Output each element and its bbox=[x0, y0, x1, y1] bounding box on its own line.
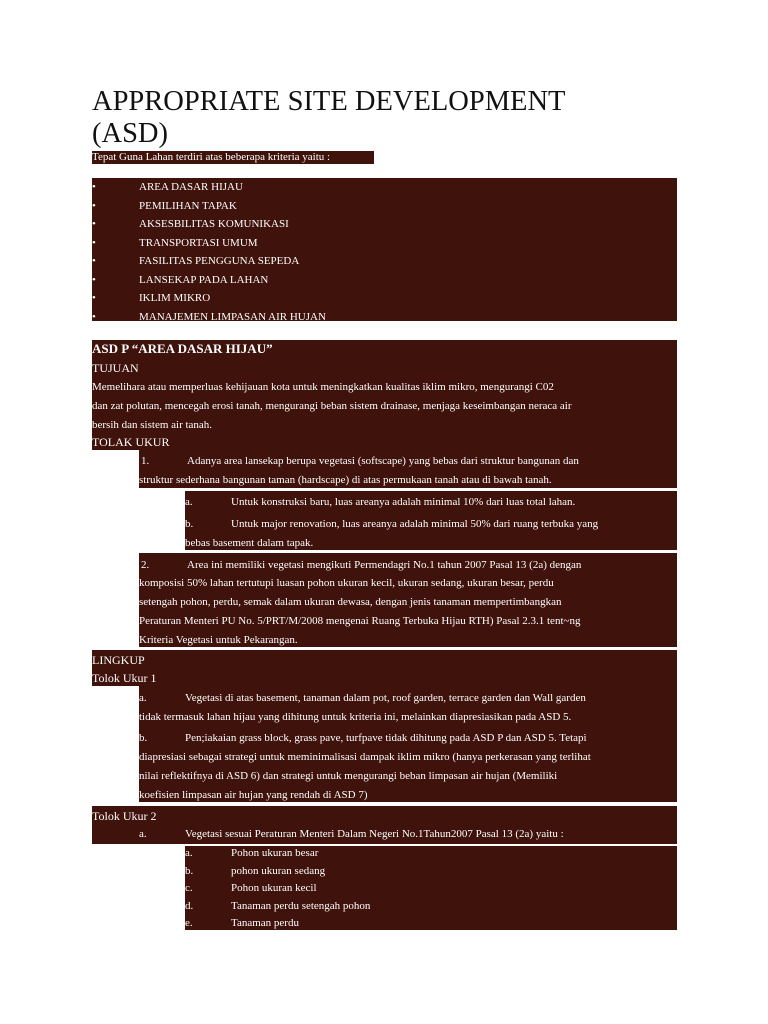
tolok-ukur-1-label: Tolok Ukur 1 bbox=[92, 671, 157, 685]
tujuan-line: bersih dan sistem air tanah. bbox=[92, 419, 213, 431]
criteria-label: AKSESBILITAS KOMUNIKASI bbox=[139, 218, 289, 230]
item-marker: a. bbox=[185, 847, 193, 859]
bullet-icon: • bbox=[92, 310, 96, 323]
item-marker: d. bbox=[185, 899, 194, 912]
list-item bbox=[185, 864, 325, 878]
vegetation-label: Pohon ukuran besar bbox=[231, 847, 319, 859]
list-item bbox=[185, 846, 318, 860]
item-1 bbox=[139, 450, 677, 488]
tolak-ukur-label: TOLAK UKUR bbox=[92, 435, 170, 449]
lingkup-items bbox=[139, 686, 677, 802]
item-marker: 2. bbox=[141, 559, 150, 571]
criteria-label: MANAJEMEN LIMPASAN AIR HUJAN bbox=[139, 310, 326, 323]
vegetation-label: pohon ukuran sedang bbox=[231, 864, 326, 877]
vegetation-label: Pohon ukuran kecil bbox=[231, 882, 317, 894]
tujuan-label: TUJUAN bbox=[92, 361, 139, 375]
lingkup-text: Vegetasi di atas basement, tanaman dalam pot, roof garden, terrace garden dan Wall garden bbox=[185, 692, 586, 704]
title-line-2: (ASD) bbox=[92, 118, 168, 149]
intro-line bbox=[92, 151, 374, 164]
sub-item-b bbox=[185, 517, 598, 531]
criteria-label: FASILITAS PENGGUNA SEPEDA bbox=[139, 255, 300, 267]
title-line-1: APPROPRIATE SITE DEVELOPMENT bbox=[92, 86, 566, 117]
item-1-line: Adanya area lansekap berupa vegetasi (softscape) yang bebas dari struktur bangunan dan bbox=[187, 455, 579, 467]
bullet-icon: • bbox=[92, 199, 96, 212]
lingkup-line: nilai reflektifnya di ASD 6) dan strategi untuk mengurangi beban limpasan air hujan (Memiliki bbox=[139, 770, 558, 782]
lingkup-line: diapresiasi sebagai strategi untuk meminimalisasi dampak iklim mikro (hanya perkerasan yang terlihat bbox=[139, 751, 591, 763]
item-marker: 1. bbox=[141, 455, 150, 467]
item-2-line: Kriteria Vegetasi untuk Pekarangan. bbox=[139, 634, 298, 646]
item-1-line: struktur sederhana bangunan taman (hardscape) di atas permukaan tanah atau di bawah tanah. bbox=[139, 474, 552, 486]
tujuan-line: Memelihara atau memperluas kehijauan kota untuk meningkatkan kualitas iklim mikro, mengurangi C02 bbox=[92, 381, 554, 393]
tolok-ukur-2-text: Vegetasi sesuai Peraturan Menteri Dalam Negeri No.1Tahun2007 Pasal 13 (2a) yaitu : bbox=[185, 828, 564, 840]
list-item bbox=[185, 916, 299, 930]
sub-item-text: Untuk major renovation, luas areanya adalah minimal 50% dari ruang terbuka yang bbox=[231, 518, 599, 530]
item-marker: a. bbox=[139, 692, 147, 704]
vegetation-list bbox=[185, 846, 677, 930]
item-marker: b. bbox=[139, 732, 148, 744]
section-heading: ASD P “AREA DASAR HIJAU” bbox=[92, 341, 273, 356]
bullet-icon: • bbox=[92, 273, 96, 286]
item-2-line: komposisi 50% lahan tertutupi luasan pohon ukuran kecil, ukuran sedang, ukuran besar, perdu bbox=[139, 577, 554, 589]
criteria-label: PEMILIHAN TAPAK bbox=[139, 199, 237, 212]
lingkup-line: tidak termasuk lahan hijau yang dihitung untuk kriteria ini, melainkan diapresiasikan pada ASD 5. bbox=[139, 711, 572, 723]
lingkup-item-b bbox=[139, 731, 587, 745]
criteria-label: AREA DASAR HIJAU bbox=[139, 181, 243, 193]
lingkup-label: LINGKUP bbox=[92, 653, 145, 667]
intro-text: Tepat Guna Lahan terdiri atas beberapa kriteria yaitu : bbox=[92, 151, 331, 163]
tolok-ukur-2-item bbox=[139, 827, 564, 841]
item-marker: c. bbox=[185, 882, 193, 894]
criteria-label: IKLIM MIKRO bbox=[139, 292, 211, 304]
item-marker: a. bbox=[139, 828, 147, 840]
item-2-line: Area ini memiliki vegetasi mengikuti Permendagri No.1 tahun 2007 Pasal 13 (2a) dengan bbox=[187, 559, 582, 571]
sub-items bbox=[185, 491, 677, 550]
sub-item-a bbox=[185, 495, 575, 509]
bullet-icon: • bbox=[92, 255, 96, 267]
lingkup-labels bbox=[92, 650, 677, 686]
sub-item-text: Untuk konstruksi baru, luas areanya adalah minimal 10% dari luas total lahan. bbox=[231, 496, 576, 508]
tolok-ukur-2-label: Tolok Ukur 2 bbox=[92, 809, 157, 823]
list-item bbox=[185, 899, 370, 913]
bullet-icon: • bbox=[92, 292, 96, 304]
item-2-line: Peraturan Menteri PU No. 5/PRT/M/2008 mengenai Ruang Terbuka Hijau RTH) Pasal 2.3.1 tent~ng bbox=[139, 615, 581, 627]
criteria-list bbox=[92, 178, 677, 321]
tolok-ukur-2 bbox=[92, 806, 677, 844]
vegetation-label: Tanaman perdu bbox=[231, 917, 299, 929]
lingkup-text: Pen;iakaian grass block, grass pave, turfpave tidak dihitung pada ASD P dan ASD 5. Tetapi bbox=[185, 732, 587, 744]
item-1-text bbox=[141, 454, 579, 468]
asdp-section bbox=[92, 340, 677, 450]
item-marker: e. bbox=[185, 917, 193, 929]
vegetation-label: Tanaman perdu setengah pohon bbox=[231, 899, 371, 912]
bullet-icon: • bbox=[92, 236, 96, 249]
sub-item-b-cont: bebas basement dalam tapak. bbox=[185, 537, 314, 549]
page-title bbox=[92, 86, 692, 150]
lingkup-line: koefisien limpasan air hujan yang rendah di ASD 7) bbox=[139, 789, 368, 801]
criteria-label: LANSEKAP PADA LAHAN bbox=[139, 273, 269, 286]
bullet-icon: • bbox=[92, 181, 96, 193]
list-item bbox=[185, 881, 317, 895]
criteria-label: TRANSPORTASI UMUM bbox=[139, 236, 258, 249]
tujuan-line: dan zat polutan, mencegah erosi tanah, mengurangi beban sistem drainase, menjaga keseimbangan neraca air bbox=[92, 400, 572, 412]
item-2-line: setengah pohon, perdu, semak dalam ukuran dewasa, dengan jenis tanaman mempertimbangkan bbox=[139, 596, 562, 608]
item-marker: a. bbox=[185, 496, 193, 508]
lingkup-item-a bbox=[139, 691, 586, 705]
item-marker: b. bbox=[185, 518, 194, 530]
bullet-icon: • bbox=[92, 218, 96, 230]
item-marker: b. bbox=[185, 864, 194, 877]
item-2-text bbox=[141, 558, 581, 572]
item-2 bbox=[139, 553, 677, 647]
